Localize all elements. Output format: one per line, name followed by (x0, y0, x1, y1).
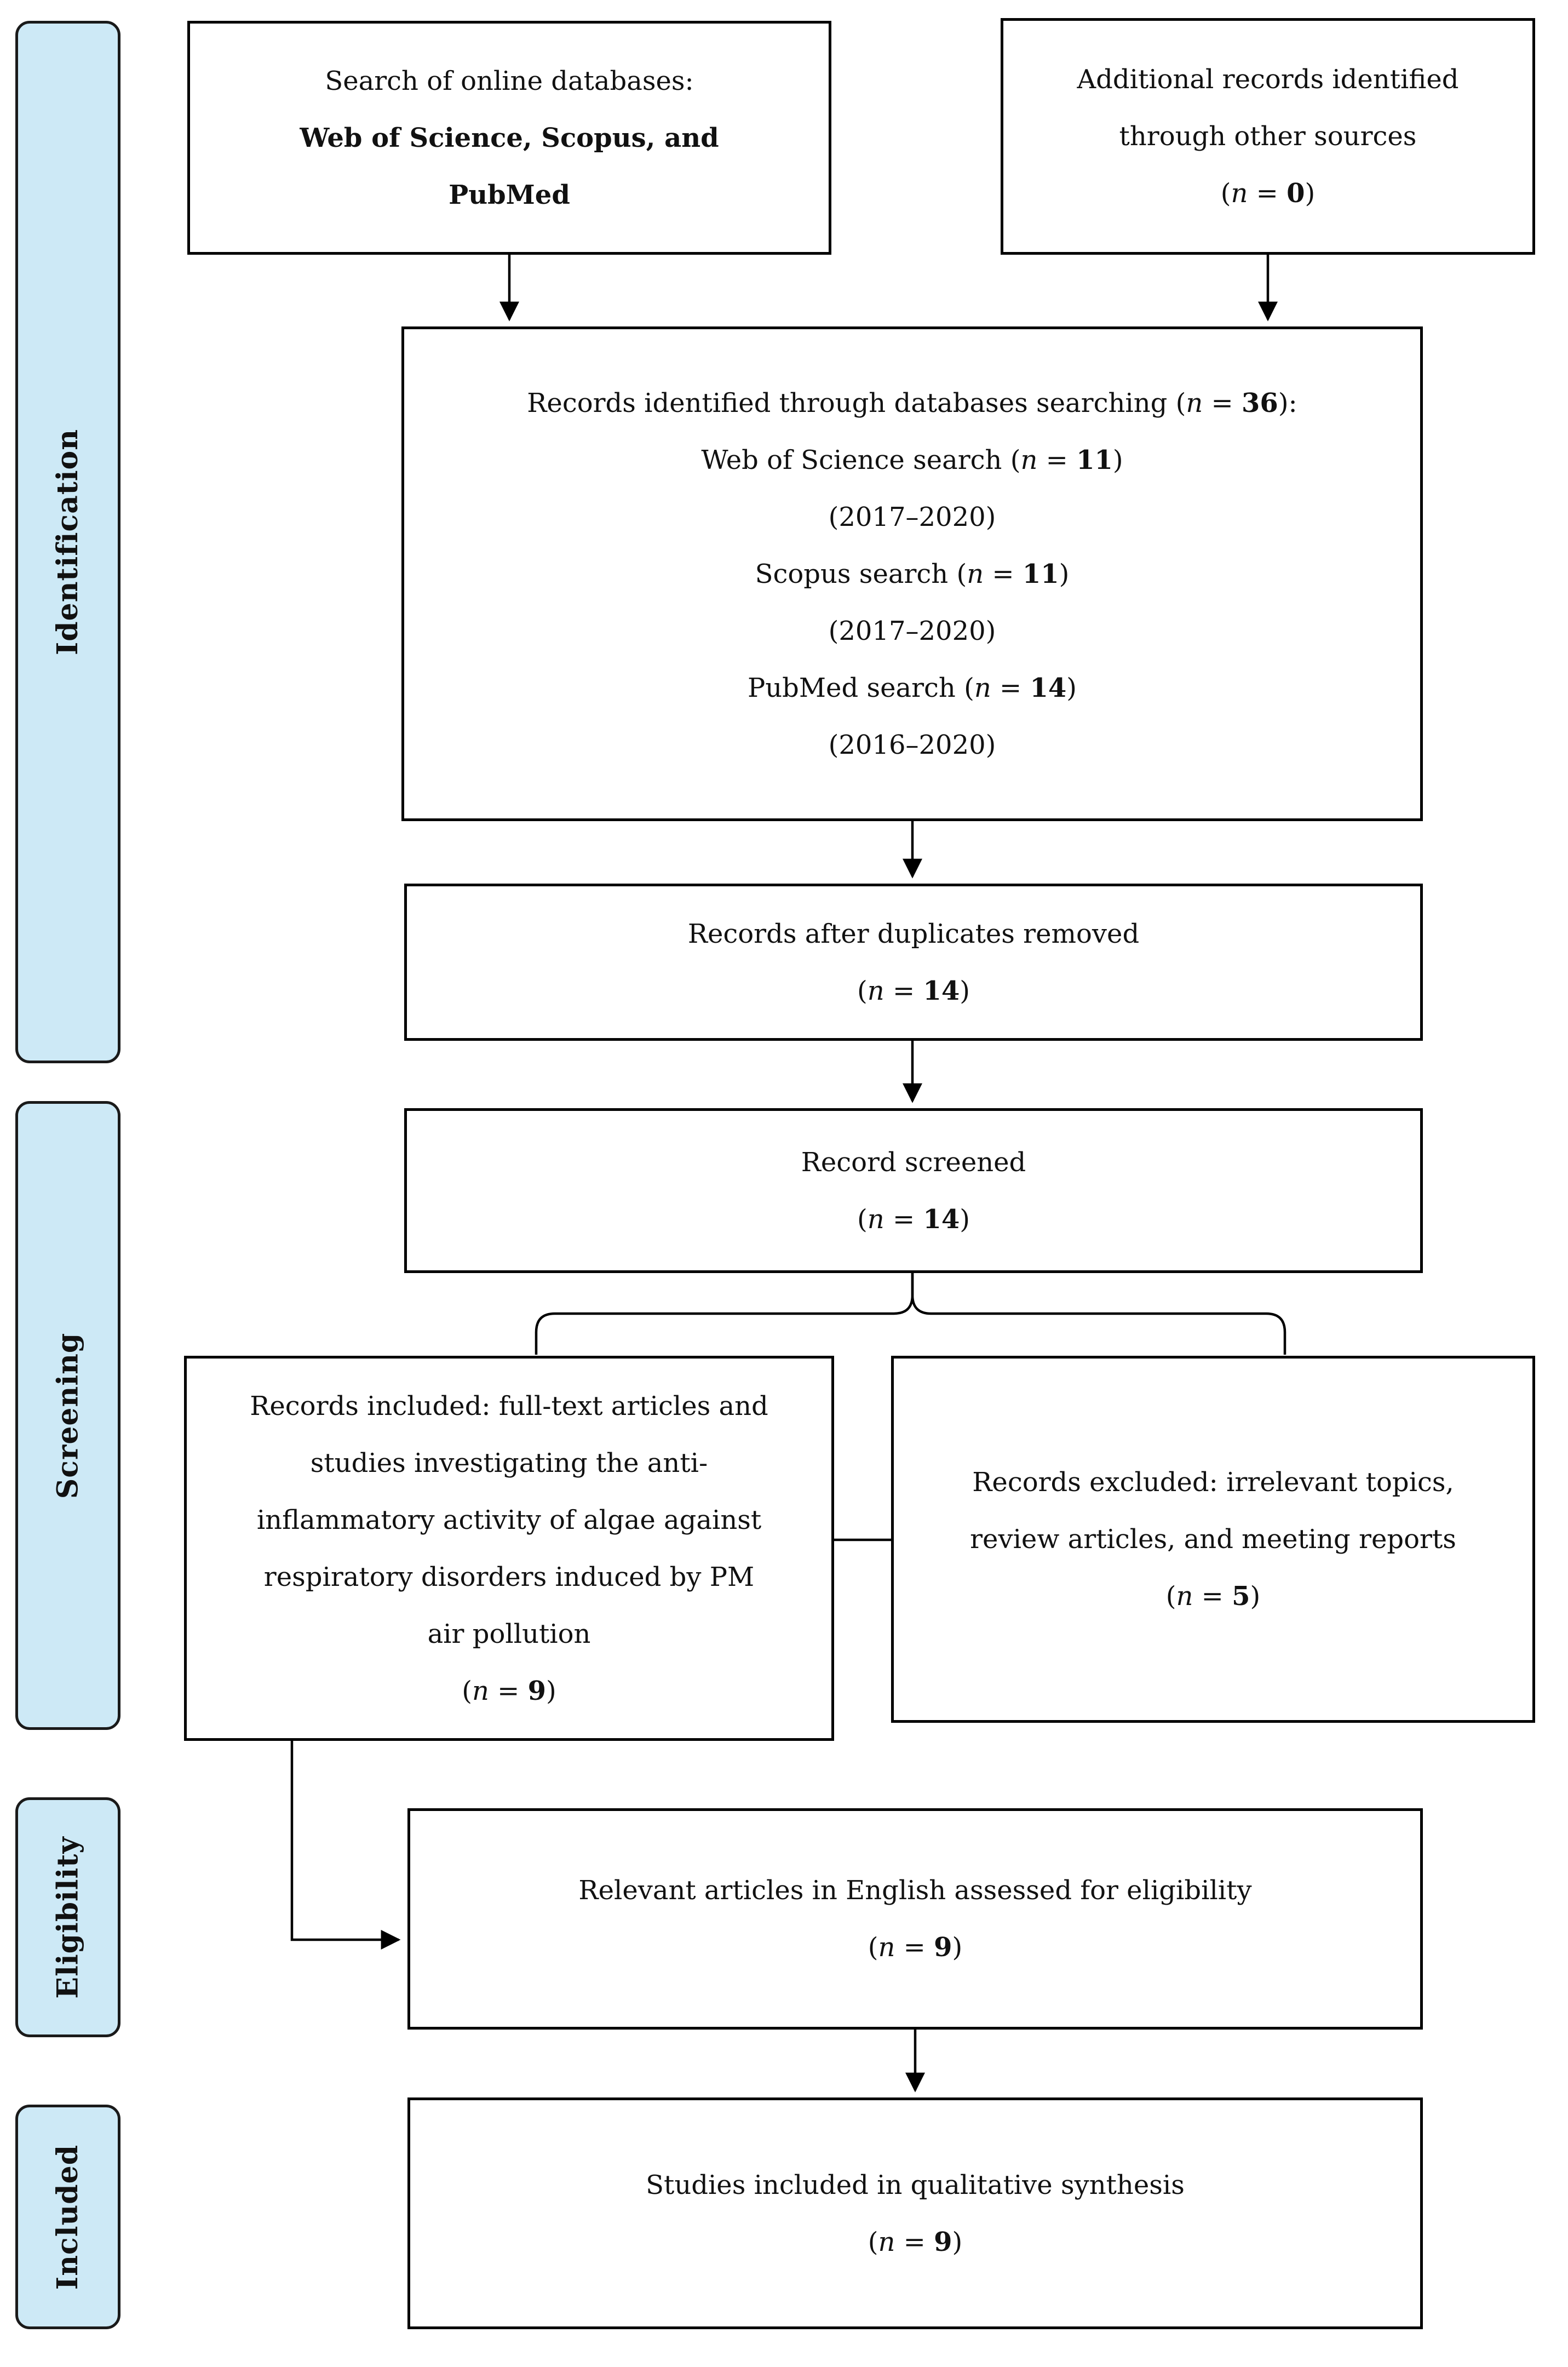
box-line: PubMed search (n = 14) (747, 672, 1077, 703)
box-line: (n = 5) (1165, 1581, 1261, 1612)
box-line: Records excluded: irrelevant topics, (972, 1467, 1454, 1498)
box-line: Records identified through databases searching (n = 36): (527, 387, 1297, 419)
stage-label-screening: Screening (51, 1332, 85, 1499)
box-line: (n = 9) (868, 2226, 963, 2257)
brace-screened-to-excluded (912, 1273, 1285, 1355)
box-line: studies investigating the anti- (310, 1447, 708, 1478)
box-records-screened (404, 1108, 1423, 1273)
stage-bar-included (15, 2105, 120, 2329)
box-search-databases (187, 21, 831, 255)
stage-label-included: Included (51, 2144, 85, 2290)
box-line: PubMed (449, 179, 570, 210)
box-line: (n = 14) (857, 975, 970, 1006)
box-line: Relevant articles in English assessed for eligibility (578, 1875, 1252, 1906)
box-line: (n = 0) (1220, 178, 1316, 209)
box-line: Search of online databases: (325, 65, 694, 96)
stage-label-eligibility: Eligibility (51, 1836, 85, 1999)
box-line: (2016–2020) (828, 729, 996, 760)
box-records-excluded (891, 1356, 1535, 1723)
box-line: (2017–2020) (828, 615, 996, 646)
brace-screened-to-included (536, 1273, 912, 1355)
box-line: inflammatory activity of algae against (256, 1504, 762, 1535)
box-line: Record screened (801, 1147, 1026, 1178)
box-line: Records included: full-text articles and (250, 1390, 768, 1422)
stage-bar-eligibility (15, 1797, 120, 2037)
box-line: (n = 14) (857, 1203, 970, 1235)
box-line: review articles, and meeting reports (970, 1524, 1456, 1555)
box-line: Additional records identified (1077, 64, 1459, 95)
stage-bar-identification (15, 21, 120, 1063)
box-line: respiratory disorders induced by PM (263, 1561, 755, 1592)
box-line: Studies included in qualitative synthesis (646, 2169, 1185, 2200)
box-records-included (184, 1356, 834, 1741)
box-eligibility-assessed (407, 1808, 1423, 2030)
box-line: Scopus search (n = 11) (755, 558, 1070, 589)
box-line: (2017–2020) (828, 501, 996, 532)
stage-label-identification: Identification (51, 428, 85, 656)
box-line: Records after duplicates removed (687, 918, 1140, 949)
box-records-identified (401, 326, 1423, 821)
box-line: (n = 9) (462, 1675, 556, 1706)
box-duplicates-removed (404, 884, 1423, 1041)
box-line: Web of Science, Scopus, and (300, 122, 719, 153)
box-line: through other sources (1119, 121, 1417, 152)
box-line: (n = 9) (868, 1932, 963, 1963)
box-additional-records (1001, 18, 1535, 255)
box-qualitative-synthesis (407, 2097, 1423, 2329)
box-line: air pollution (427, 1618, 591, 1649)
stage-bar-screening (15, 1101, 120, 1730)
box-line: Web of Science search (n = 11) (701, 444, 1123, 475)
arrow-included-to-eligibility (292, 1741, 399, 1940)
